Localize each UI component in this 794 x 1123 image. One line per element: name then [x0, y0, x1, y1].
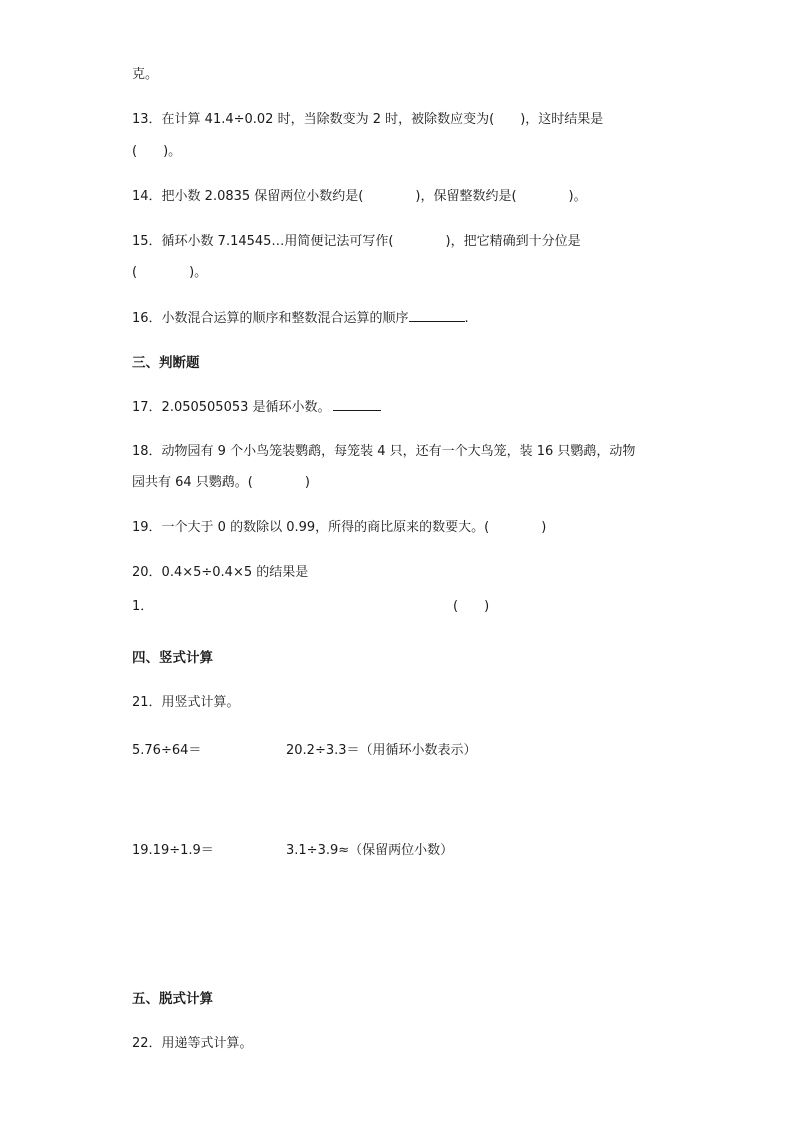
question-21: 21．用竖式计算。 [132, 695, 240, 710]
question-16 [132, 309, 469, 328]
question-16-text: 16．小数混合运算的顺序和整数混合运算的顺序 [132, 311, 409, 326]
question-18-line-1: 18．动物园有 9 个小鸟笼装鹦鹉，每笼装 4 只，还有一个大鸟笼，装 16 只鹦鹉，动物 [132, 444, 636, 459]
answer-blank [333, 398, 381, 411]
answer-blank [409, 309, 465, 322]
question-15-line-1: 15．循环小数 7.14545…用简便记法可写作( )，把它精确到十分位是 [132, 234, 581, 249]
question-22: 22．用递等式计算。 [132, 1036, 253, 1051]
question-18-line-2: 园共有 64 只鹦鹉。( ) [132, 475, 310, 490]
calc-item-3: 19.19÷1.9＝ [132, 843, 214, 858]
question-17-text: 17．2.050505053 是循环小数。 [132, 400, 331, 415]
calc-item-4: 3.1÷3.9≈（保留两位小数） [286, 843, 454, 858]
calc-item-2: 20.2÷3.3＝（用循环小数表示） [286, 743, 477, 758]
question-20-line-2: 1． [132, 599, 154, 614]
question-14: 14．把小数 2.0835 保留两位小数约是( )，保留整数约是( )。 [132, 189, 587, 204]
section-heading-step-calc: 五、脱式计算 [132, 991, 213, 1007]
calc-item-1: 5.76÷64＝ [132, 743, 202, 758]
question-13-line-2: ( )。 [132, 144, 182, 159]
question-16-end: . [464, 311, 469, 326]
question-13-line-1: 13．在计算 41.4÷0.02 时，当除数变为 2 时，被除数应变为( )，这时结果是 [132, 112, 604, 127]
question-15-line-2: ( )。 [132, 265, 208, 280]
section-heading-judgment: 三、判断题 [132, 355, 200, 371]
text-line: 克。 [132, 67, 159, 82]
question-20-line-1: 20．0.4×5÷0.4×5 的结果是 [132, 565, 309, 580]
question-19: 19．一个大于 0 的数除以 0.99，所得的商比原来的数要大。( ) [132, 520, 547, 535]
section-heading-vertical-calc: 四、竖式计算 [132, 650, 213, 666]
question-17 [132, 398, 381, 417]
question-20-answer-paren: ( ) [453, 599, 490, 614]
